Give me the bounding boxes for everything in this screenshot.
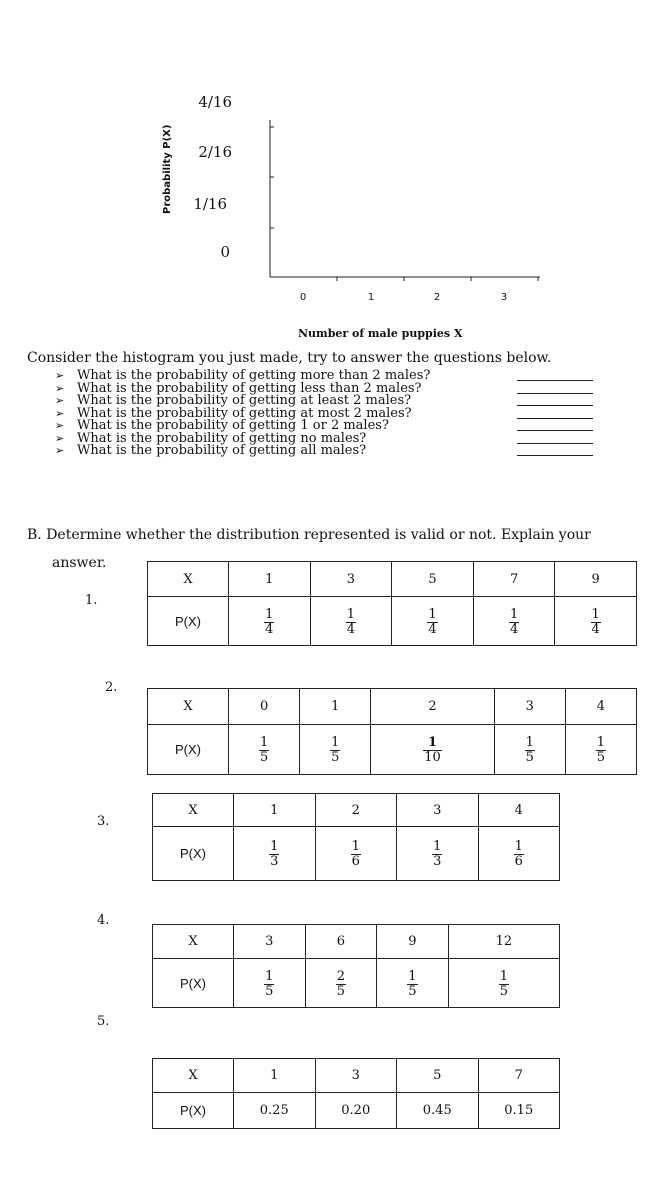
x-header: X <box>148 562 229 597</box>
x-value: 2 <box>315 794 397 827</box>
question-text: What is the probability of getting more than 2 males? <box>77 368 431 383</box>
denominator: 10 <box>424 750 441 765</box>
question-text: What is the probability of getting less than 2 males? <box>77 380 422 396</box>
x-header: X <box>148 689 229 725</box>
p-value: 0.45 <box>397 1093 479 1129</box>
p-value <box>371 725 494 775</box>
p-value <box>392 597 474 646</box>
numerator: 1 <box>499 968 508 984</box>
p-header: P(X) <box>148 597 229 646</box>
numerator: 1 <box>265 968 274 984</box>
x-value: 3 <box>234 925 306 959</box>
answer-blank[interactable] <box>517 418 593 419</box>
answer-blank[interactable] <box>517 455 593 456</box>
denominator: 6 <box>514 854 523 869</box>
p-header: P(X) <box>153 959 234 1008</box>
x-value: 5 <box>397 1059 479 1093</box>
denominator: 5 <box>336 983 345 999</box>
x-tick-label: 1 <box>367 292 375 303</box>
denominator: 6 <box>351 854 360 869</box>
p-value <box>448 959 559 1008</box>
p-value <box>234 959 306 1008</box>
p-value <box>315 827 397 881</box>
x-value: 3 <box>494 689 565 725</box>
numerator: 1 <box>259 735 269 750</box>
section-b-instruction-cont: answer. <box>52 555 107 571</box>
numerator: 2 <box>336 968 345 984</box>
answer-blank[interactable] <box>517 443 593 444</box>
item-number: 1. <box>85 593 98 608</box>
question-text: What is the probability of getting 1 or 2 males? <box>77 418 389 433</box>
x-value: 3 <box>310 562 392 597</box>
section-b-instruction: B. Determine whether the distribution represented is valid or not. Explain your <box>27 527 591 543</box>
p-header: P(X) <box>153 827 234 881</box>
y-axis-label: Probability P(X) <box>162 124 173 214</box>
x-value: 1 <box>234 1059 316 1093</box>
questions-intro: Consider the histogram you just made, try to answer the questions below. <box>27 350 552 366</box>
denominator: 4 <box>509 621 519 637</box>
y-tick-label: 4/16 <box>198 93 232 111</box>
denominator: 3 <box>270 854 279 869</box>
p-value <box>234 827 316 881</box>
y-tick-label: 0 <box>220 243 230 261</box>
x-value: 0 <box>229 689 300 725</box>
numerator: 1 <box>509 606 519 622</box>
question-text: What is the probability of getting at least 2 males? <box>77 393 412 408</box>
x-tick-label: 2 <box>433 292 441 303</box>
x-value: 12 <box>448 925 559 959</box>
p-value <box>305 959 377 1008</box>
p-value: 0.15 <box>478 1093 560 1129</box>
x-tick-label: 3 <box>500 292 508 303</box>
x-value: 2 <box>371 689 494 725</box>
x-value: 7 <box>473 562 555 597</box>
numerator: 1 <box>270 839 279 854</box>
x-value: 1 <box>300 689 371 725</box>
distribution-table-3 <box>152 793 560 881</box>
denominator: 5 <box>596 750 606 765</box>
p-value: 0.20 <box>315 1093 397 1129</box>
numerator: 1 <box>514 839 523 854</box>
denominator: 4 <box>591 621 600 637</box>
x-value: 1 <box>229 562 311 597</box>
x-axis-label: Number of male puppies X <box>298 327 463 340</box>
numerator: 1 <box>596 735 606 750</box>
chart-axes <box>255 115 545 295</box>
y-tick-label: 2/16 <box>198 143 232 161</box>
x-value: 1 <box>234 794 316 827</box>
distribution-table-4 <box>152 924 560 1008</box>
answer-blank[interactable] <box>517 430 593 431</box>
distribution-table-1 <box>147 561 637 646</box>
question-text: What is the probability of getting no males? <box>77 430 367 446</box>
denominator: 4 <box>428 621 437 637</box>
answer-blank[interactable] <box>517 380 593 381</box>
arrow-bullet-icon: ➢ <box>55 419 65 432</box>
denominator: 5 <box>525 750 534 765</box>
item-number: 5. <box>97 1014 110 1029</box>
answer-blank[interactable] <box>517 393 593 394</box>
x-value: 3 <box>397 794 479 827</box>
numerator: 1 <box>351 839 360 854</box>
x-value: 6 <box>305 925 377 959</box>
p-header: P(X) <box>153 1093 234 1129</box>
numerator: 1 <box>346 606 356 622</box>
p-value <box>478 827 560 881</box>
arrow-bullet-icon: ➢ <box>55 444 65 457</box>
p-value <box>473 597 555 646</box>
p-value <box>310 597 392 646</box>
question-list <box>55 370 430 458</box>
arrow-bullet-icon: ➢ <box>55 431 65 445</box>
answer-blank[interactable] <box>517 405 593 406</box>
item-number: 2. <box>105 680 118 695</box>
p-value <box>229 725 300 775</box>
numerator: 1 <box>265 606 274 622</box>
denominator: 4 <box>346 621 356 637</box>
x-value: 4 <box>478 794 560 827</box>
numerator: 1 <box>427 735 437 750</box>
numerator: 1 <box>591 606 600 622</box>
p-value: 0.25 <box>234 1093 316 1129</box>
p-value <box>377 959 449 1008</box>
arrow-bullet-icon: ➢ <box>55 394 65 407</box>
numerator: 1 <box>525 735 534 750</box>
denominator: 3 <box>433 854 442 869</box>
p-header: P(X) <box>148 725 229 775</box>
question-text: What is the probability of getting all males? <box>77 443 367 458</box>
denominator: 5 <box>408 983 417 999</box>
x-value: 4 <box>565 689 636 725</box>
arrow-bullet-icon: ➢ <box>55 406 65 420</box>
x-header: X <box>153 794 234 827</box>
numerator: 1 <box>331 735 340 750</box>
x-value: 9 <box>555 562 637 597</box>
denominator: 5 <box>265 983 274 999</box>
distribution-table-2 <box>147 688 637 775</box>
p-value <box>555 597 637 646</box>
p-value <box>565 725 636 775</box>
denominator: 5 <box>499 983 508 999</box>
denominator: 4 <box>265 621 274 637</box>
question-item <box>55 445 430 458</box>
p-value <box>229 597 311 646</box>
x-header: X <box>153 1059 234 1093</box>
arrow-bullet-icon: ➢ <box>55 369 65 382</box>
numerator: 1 <box>428 606 437 622</box>
numerator: 1 <box>408 968 417 984</box>
item-number: 4. <box>97 913 110 928</box>
denominator: 5 <box>259 750 269 765</box>
question-text: What is the probability of getting at most 2 males? <box>77 405 412 421</box>
x-value: 7 <box>478 1059 560 1093</box>
x-value: 5 <box>392 562 474 597</box>
item-number: 3. <box>97 814 110 829</box>
distribution-table-5 <box>152 1058 560 1129</box>
p-value <box>397 827 479 881</box>
x-header: X <box>153 925 234 959</box>
p-value <box>494 725 565 775</box>
arrow-bullet-icon: ➢ <box>55 381 65 395</box>
x-value: 3 <box>315 1059 397 1093</box>
p-value <box>300 725 371 775</box>
x-value: 9 <box>377 925 449 959</box>
x-tick-label: 0 <box>299 292 307 303</box>
numerator: 1 <box>433 839 442 854</box>
y-tick-label: 1/16 <box>193 195 227 213</box>
denominator: 5 <box>331 750 340 765</box>
